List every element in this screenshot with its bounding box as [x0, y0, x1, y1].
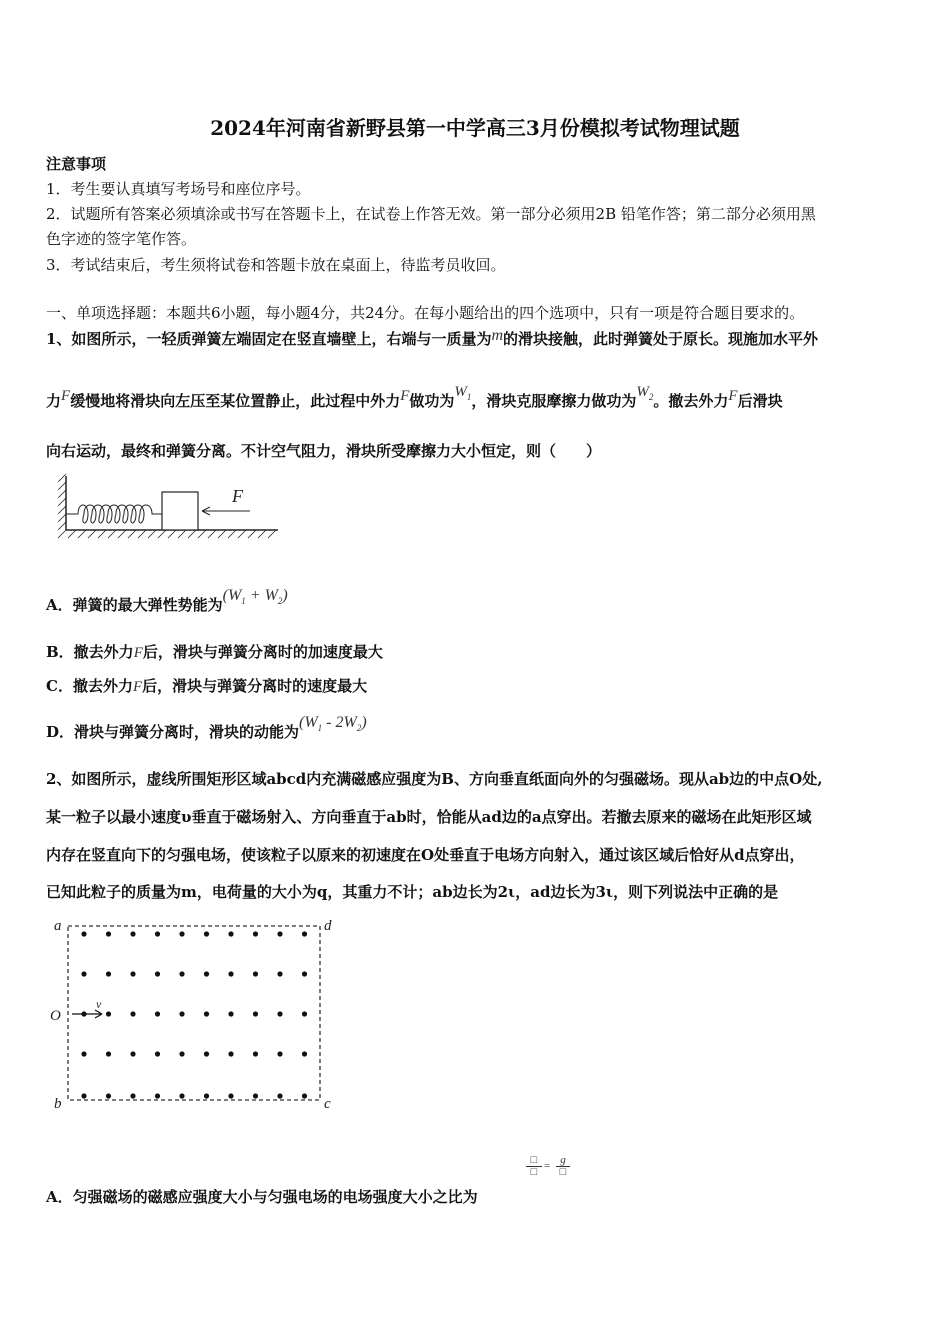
option-c-text: C．撤去外力 [46, 677, 133, 695]
field-dot [277, 971, 282, 976]
field-dot [130, 931, 135, 936]
field-dot [253, 1051, 258, 1056]
field-dot [130, 1093, 135, 1098]
field-dot [302, 1051, 307, 1056]
field-dot [155, 1011, 160, 1016]
math-sub: 1 [317, 723, 323, 734]
page-title: 2024年河南省新野县第一中学高三3月份模拟考试物理试题 [210, 116, 740, 140]
field-dot [179, 971, 184, 976]
math-sub: 1 [466, 392, 472, 402]
math-sub: 2 [648, 392, 654, 402]
field-dot [130, 1011, 135, 1016]
math-part: ) [361, 714, 367, 731]
field-dot [302, 931, 307, 936]
notice-item-2: 2．试题所有答案必须填涂或书写在答题卡上，在试卷上作答无效。第一部分必须用2B 铅笔作答；第二部分必须用黑 [46, 205, 816, 223]
field-dot [253, 1011, 258, 1016]
field-dot [204, 971, 209, 976]
math-F: F [728, 388, 738, 404]
field-dot [253, 971, 258, 976]
fraction-numerator: □ [526, 1155, 542, 1167]
field-dot [228, 1093, 233, 1098]
field-dot [106, 1011, 111, 1016]
point-o-label: O [50, 1008, 61, 1024]
corner-c-label: c [324, 1096, 331, 1112]
math-part: + W [245, 587, 278, 604]
q1-text: 做功为 [409, 392, 455, 410]
field-dot [155, 971, 160, 976]
magnetic-field-figure [44, 912, 344, 1112]
q1-text: 的滑块接触，此时弹簧处于原长。现施加水平外 [503, 330, 819, 348]
math-part: (W [299, 714, 318, 731]
math-part: - 2W [322, 714, 357, 731]
math-sub: 1 [241, 596, 246, 607]
option-b-text: B．撤去外力 [46, 643, 134, 661]
math-part: (W [222, 587, 242, 604]
field-dot [204, 1011, 209, 1016]
field-dot [179, 931, 184, 936]
q2-line3: 内存在竖直向下的匀强电场，使该粒子以原来的初速度在O处垂直于电场方向射入，通过该区域后恰好从d点穿出， [46, 846, 805, 864]
field-dot [155, 931, 160, 936]
math-sub: 2 [356, 723, 362, 734]
q1-text: 。撤去外力 [653, 392, 729, 410]
q2-line4: 已知此粒子的质量为m，电荷量的大小为q，其重力不计；ab边长为2ι，ad边长为3ι，则下列说法中正确的是 [46, 883, 779, 901]
field-dot [130, 971, 135, 976]
field-dot [81, 931, 86, 936]
option-a-text: A．弹簧的最大弹性势能为 [46, 596, 223, 614]
field-dot [106, 1093, 111, 1098]
math-F: F [61, 388, 71, 404]
field-dot [155, 1051, 160, 1056]
field-dot [302, 1011, 307, 1016]
field-dot [179, 1051, 184, 1056]
q1-text: 力 [46, 392, 62, 410]
field-dot [228, 971, 233, 976]
field-dot [302, 1093, 307, 1098]
q1-text: 缓慢地将滑块向左压至某位置静止，此过程中外力 [70, 392, 401, 410]
field-dot [277, 1011, 282, 1016]
notice-item-1: 1．考生要认真填写考场号和座位序号。 [46, 180, 311, 198]
q1-option-c[interactable] [46, 675, 367, 696]
q1-line1 [46, 328, 818, 349]
field-dot [228, 931, 233, 936]
field-dot [277, 931, 282, 936]
field-dot [204, 931, 209, 936]
field-dot [130, 1051, 135, 1056]
field-dot [106, 971, 111, 976]
math-W: W [636, 384, 649, 400]
q1-option-a[interactable] [46, 587, 288, 616]
q2-line2: 某一粒子以最小速度υ垂直于磁场射入、方向垂直于ab时，恰能从ad边的a点穿出。若撤去原来的磁场在此矩形区域 [46, 808, 812, 826]
field-dot [253, 1093, 258, 1098]
math-F: F [132, 679, 143, 695]
fraction-numerator: g [556, 1155, 570, 1167]
math-W2 [636, 384, 653, 400]
math-sub: 2 [277, 596, 283, 607]
math-W: W [454, 384, 467, 400]
notice-item-3: 3．考试结束后，考生须将试卷和答题卡放在桌面上，待监考员收回。 [46, 256, 506, 274]
q2-line1: 2、如图所示，虚线所围矩形区域abcd内充满磁感应强度为B、方向垂直纸面向外的匀强磁场。现从ab边的中点O处, [46, 770, 823, 788]
math-m: m [491, 327, 504, 344]
field-dot [277, 1051, 282, 1056]
field-dot [228, 1051, 233, 1056]
field-dot [81, 1051, 86, 1056]
math-expr-d [299, 714, 367, 734]
math-F: F [400, 388, 410, 404]
fraction-equals: = [544, 1160, 551, 1172]
q1-text: ，滑块克服摩擦力做功为 [471, 392, 637, 410]
field-dot [179, 1093, 184, 1098]
q1-text: 后滑块 [737, 392, 783, 410]
field-dot [155, 1093, 160, 1098]
q1-option-b[interactable] [46, 641, 383, 662]
corner-a-label: a [54, 918, 62, 934]
field-dot [302, 971, 307, 976]
field-dot [106, 931, 111, 936]
field-dot [228, 1011, 233, 1016]
math-W1 [454, 384, 471, 400]
spring-block-figure [54, 472, 282, 542]
corner-b-label: b [54, 1096, 62, 1112]
force-label: F [232, 486, 243, 506]
q2-option-a[interactable]: A．匀强磁场的磁感应强度大小与匀强电场的电场强度大小之比为 [46, 1188, 478, 1206]
field-dot [277, 1093, 282, 1098]
option-d-text: D．滑块与弹簧分离时，滑块的动能为 [46, 723, 300, 741]
option-c-text: 后，滑块与弹簧分离时的速度最大 [142, 677, 368, 695]
notice-item-2-cont: 色字迹的签字笔作答。 [46, 230, 197, 248]
corner-d-label: d [324, 918, 332, 934]
notice-heading: 注意事项 [46, 155, 107, 173]
fraction-left [526, 1155, 542, 1178]
field-dot [204, 1051, 209, 1056]
q1-line3: 向右运动，最终和弹簧分离。不计空气阻力，滑块所受摩擦力大小恒定，则（ ） [46, 442, 602, 460]
q1-text: 1、如图所示，一轻质弹簧左端固定在竖直墙壁上，右端与一质量为 [46, 330, 492, 348]
velocity-label: v [96, 997, 102, 1011]
fraction-denominator: □ [530, 1166, 538, 1178]
field-dot [179, 1011, 184, 1016]
math-expr-a [222, 587, 288, 607]
q1-option-d[interactable] [46, 714, 367, 743]
field-dot [106, 1051, 111, 1056]
fraction-right [556, 1155, 570, 1178]
q1-line2 [46, 384, 783, 412]
fraction-denominator: □ [559, 1166, 567, 1178]
field-dot [81, 1093, 86, 1098]
field-dot [81, 971, 86, 976]
math-F: F [133, 645, 143, 661]
field-dot [253, 931, 258, 936]
section1-heading: 一、单项选择题：本题共6小题，每小题4分，共24分。在每小题给出的四个选项中，只有一项是符合题目要求的。 [46, 304, 805, 322]
math-part: ) [282, 587, 288, 604]
field-dot [204, 1093, 209, 1098]
option-b-text: 后，滑块与弹簧分离时的加速度最大 [142, 643, 383, 661]
